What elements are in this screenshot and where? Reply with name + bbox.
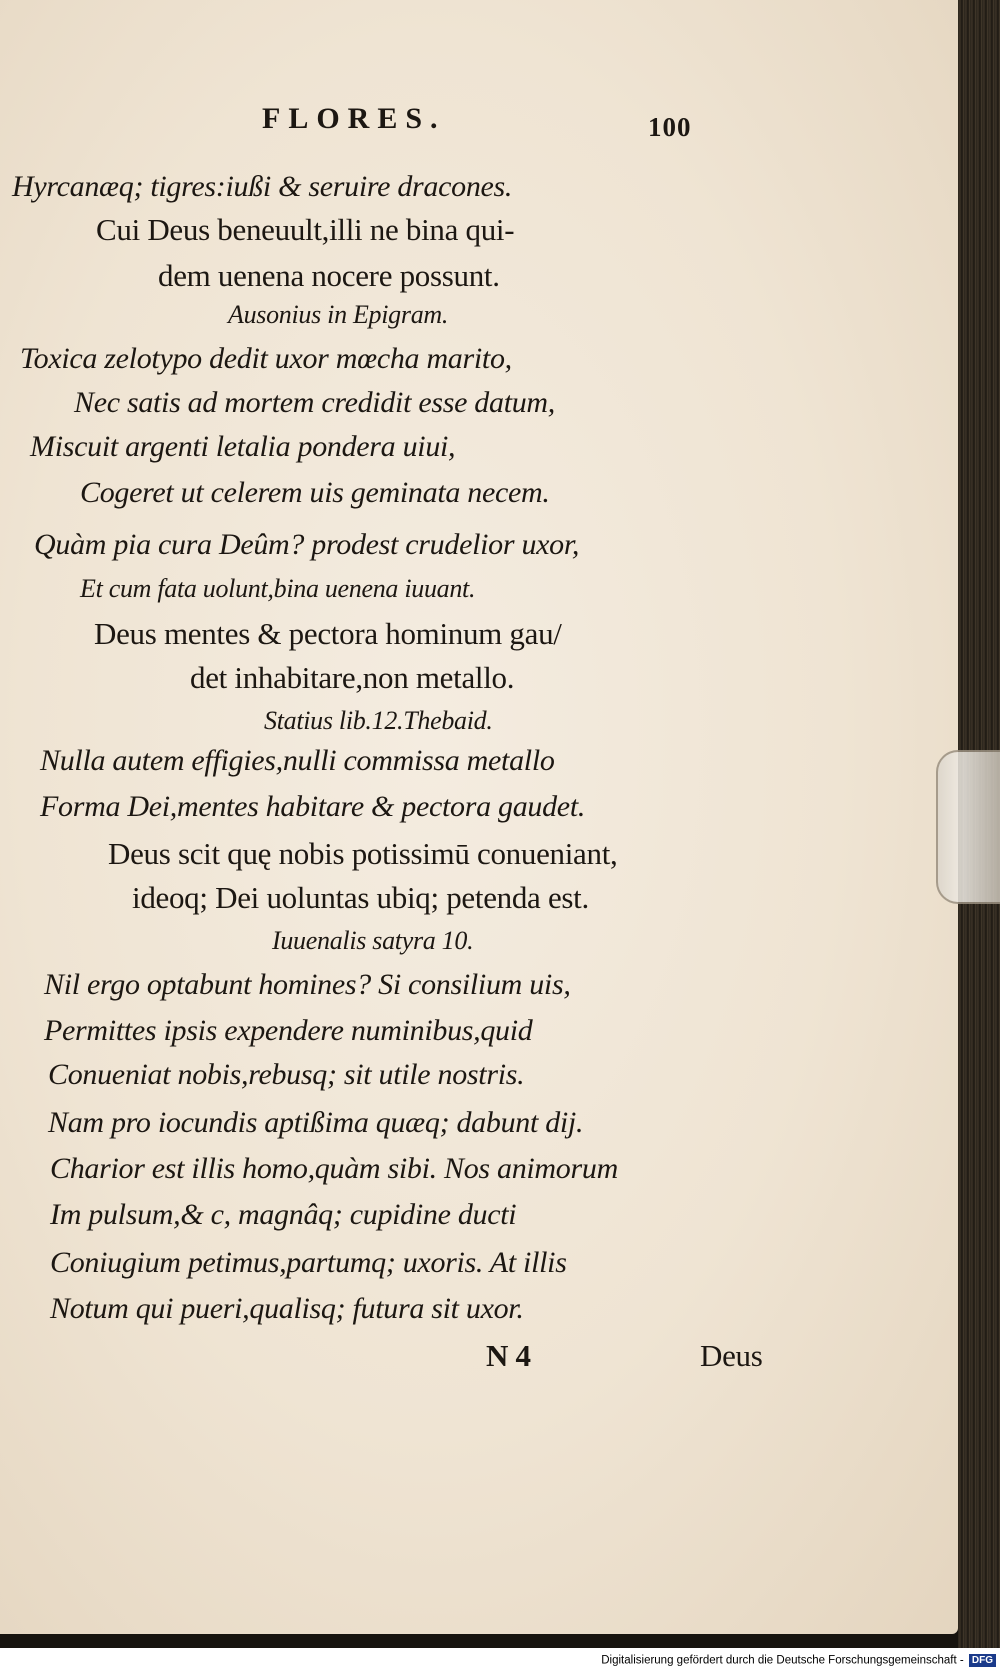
text-line: Nam pro iocundis aptißima quæq; dabunt dij.: [48, 1106, 584, 1139]
signature-mark: N 4: [486, 1338, 531, 1373]
text-line: Quàm pia cura Deûm? prodest crudelior uxor,: [34, 528, 580, 561]
citation-line: Ausonius in Epigram.: [228, 300, 449, 329]
text-line: ideoq; Dei uoluntas ubiq; petenda est.: [132, 880, 589, 915]
text-line: Nec satis ad mortem credidit esse datum,: [74, 386, 555, 419]
text-line: Miscuit argenti letalia pondera uiui,: [30, 430, 456, 463]
text-line: Nulla autem effigies,nulli commissa metallo: [40, 744, 555, 777]
text-line: Coniugium petimus,partumq; uxoris. At illis: [50, 1246, 567, 1279]
text-line: Deus mentes & pectora hominum gau/: [94, 616, 562, 651]
text-line: Hyrcanæq; tigres:iußi & seruire dracones.: [12, 170, 513, 203]
text-line: Nil ergo optabunt homines? Si consilium uis,: [44, 968, 571, 1001]
text-line: Toxica zelotypo dedit uxor mœcha marito,: [20, 342, 512, 375]
citation-line: Statius lib.12.Thebaid.: [264, 706, 493, 735]
text-line: Et cum fata uolunt,bina uenena iuuant.: [80, 574, 476, 603]
page-number: 100: [648, 112, 692, 142]
text-line: Conueniat nobis,rebusq; sit utile nostris.: [48, 1058, 525, 1091]
citation-line: Iuuenalis satyra 10.: [272, 926, 474, 955]
text-line: Im pulsum,& c, magnâq; cupidine ducti: [50, 1198, 517, 1231]
text-line: Forma Dei,mentes habitare & pectora gaudet.: [40, 790, 586, 823]
page-clip: [936, 750, 1000, 904]
running-header: FLORES.: [262, 102, 446, 135]
credit-text: Digitalisierung gefördert durch die Deutsche Forschungsgemeinschaft -: [601, 1654, 964, 1667]
text-line: Cui Deus beneuult,illi ne bina qui-: [96, 212, 515, 247]
text-line: Deus scit quę nobis potissimū conueniant,: [108, 836, 618, 871]
catchword: Deus: [700, 1338, 763, 1373]
text-line: Cogeret ut celerem uis geminata necem.: [80, 476, 550, 509]
text-line: Charior est illis homo,quàm sibi. Nos animorum: [50, 1152, 618, 1185]
digitization-credit: [601, 1654, 996, 1667]
text-line: Permittes ipsis expendere numinibus,quid: [44, 1014, 533, 1047]
text-line: det inhabitare,non metallo.: [190, 660, 515, 695]
dfg-logo: DFG: [969, 1654, 996, 1667]
text-line: Notum qui pueri,qualisq; futura sit uxor.: [50, 1292, 524, 1325]
text-line: dem uenena nocere possunt.: [158, 258, 500, 293]
